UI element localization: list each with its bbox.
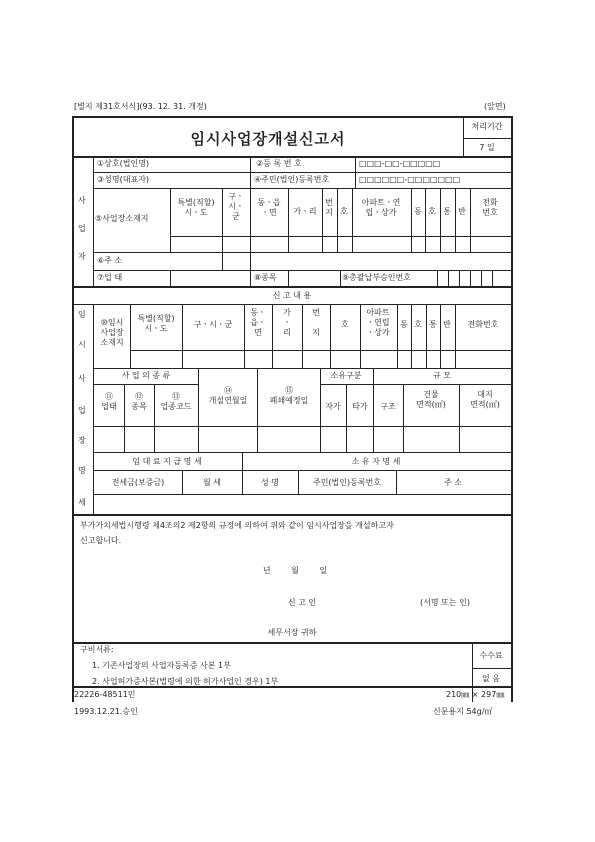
close-date-header: ⑮ 폐쇄예정일 [269, 386, 309, 405]
business-location-label: ⑤사업장소재지 [95, 214, 149, 223]
registration-number-label: ②등 록 번 호 [256, 159, 302, 168]
attachment-item-1: 1. 기존사업장의 사업자등록증 사본 1부 [92, 661, 231, 670]
owner-address-header: 주 소 [444, 478, 462, 487]
business-type-label: ⑦업 태 [97, 273, 123, 282]
apartment-header: 아파트ㆍ연 립ㆍ상가 [361, 198, 401, 217]
temp-location-label: ⑩임시 사업장 소재지 [100, 318, 124, 347]
bunji-header: 번 지 [325, 198, 333, 217]
apt-dong-header: 동 [414, 207, 422, 216]
land-area-header: 대지 면적(㎡) [470, 390, 500, 409]
fee-value: 없 음 [482, 674, 500, 683]
apt-tong-header: 통 [443, 207, 451, 216]
biz-code-header: ⑬ 업종코드 [160, 392, 192, 411]
report-bunji-header: 번 지 [312, 308, 320, 337]
report-apartment-header: 아파트 ㆍ연립 ㆍ상가 [366, 308, 390, 337]
apt-ban-header: 반 [458, 207, 466, 216]
paper-type: 신문용지 54g/㎡ [433, 707, 493, 716]
report-apt-tong-header: 통 [429, 320, 437, 329]
addressee: 세무서장 귀하 [267, 628, 317, 637]
paper-size: 210㎜ × 297㎜ [446, 690, 505, 699]
address-label: ⑥주 소 [97, 256, 123, 265]
phone-header: 전화 번호 [482, 198, 498, 217]
biz-item-header: ⑫ 종목 [131, 392, 147, 411]
rent-details-header: 임 대 료 지 급 명 세 [132, 457, 202, 466]
attachments-title: 구비서류: [80, 645, 114, 654]
report-apt-ho-header: 호 [414, 320, 422, 329]
approval-date: 1993.12.21.승인 [74, 707, 138, 716]
biz-type-header: ⑪ 업태 [101, 392, 117, 411]
applicant-side-char-2: 업 [78, 224, 86, 233]
signature-label: (서명 또는 인) [420, 598, 470, 607]
resident-number-boxes[interactable]: □□□□□□-□□□□□□□ [359, 175, 461, 184]
declaration-date: 년 월 일 [262, 566, 328, 575]
structure-header: 구조 [380, 402, 396, 411]
report-side-char-5: 장 [78, 436, 86, 445]
applicant-side-char-3: 자 [78, 252, 86, 261]
report-side-char-3: 사 [78, 374, 86, 383]
report-side-char-4: 업 [78, 406, 86, 415]
ri-header: 가ㆍ리 [293, 207, 317, 216]
apt-ho-header: 호 [428, 207, 436, 216]
owner-name-header: 성 명 [261, 478, 279, 487]
ho-header: 호 [340, 207, 348, 216]
dong-header: 동ㆍ읍 ㆍ면 [257, 198, 281, 217]
form-number: [별지 제31호서식](93. 12. 31. 개정) [74, 102, 207, 111]
ownership-header: 소유구분 [330, 371, 362, 380]
building-area-header: 건물 면적(㎡) [416, 390, 446, 409]
form-title: 임시사업장개설신고서 [190, 130, 346, 148]
report-phone-header: 전화번호 [467, 320, 499, 329]
report-section-title: 신 고 내 용 [272, 291, 312, 300]
resident-number-label: ④주민(법인)등록번호 [254, 175, 330, 184]
report-side-char-1: 임 [78, 310, 86, 319]
owner-details-header: 소 유 자 명 세 [351, 457, 401, 466]
scale-header: 규 모 [433, 371, 451, 380]
page-side-label: (앞면) [484, 102, 506, 111]
reporter-label: 신 고 인 [287, 598, 317, 607]
declaration-text: 부가가치세법시행령 제4조의2 제2항의 규정에 의하여 위와 같이 임시사업장을 개설하고자 신고합니다. [80, 521, 394, 546]
processing-period-label: 처리기간 [471, 122, 503, 131]
report-gu-header: 구ㆍ시ㆍ군 [193, 320, 233, 329]
processing-period-value: 7 일 [479, 143, 495, 152]
item-label: ⑧종목 [254, 273, 277, 282]
business-kind-header: 사 업 의 종 류 [121, 371, 171, 380]
report-ho-header: 호 [341, 320, 349, 329]
representative-name-label: ③성명(대표자) [97, 175, 150, 184]
monthly-rent-header: 월 세 [203, 478, 221, 487]
report-side-char-6: 명 [78, 466, 86, 475]
form-code: 22226-48511민 [74, 690, 136, 699]
approval-number-label: ⑨총괄납부승인번호 [342, 273, 411, 282]
report-dong-header: 동ㆍ 읍ㆍ 면 [250, 308, 266, 337]
registration-number-boxes[interactable]: □□□-□□-□□□□□ [359, 159, 441, 168]
attachment-item-2: 2. 사업허가증사본(법령에 의한 허가사업인 경우) 1부 [92, 677, 279, 686]
report-apt-dong-header: 동 [400, 320, 408, 329]
gu-header: 구ㆍ 시ㆍ 군 [228, 192, 244, 221]
deposit-header: 전세금(보증금) [111, 478, 165, 487]
report-apt-ban-header: 반 [443, 320, 451, 329]
report-province-header: 특별(직할) 시ㆍ도 [137, 314, 175, 333]
fee-label: 수수료 [479, 651, 503, 660]
trade-name-label: ①상호(법인명) [97, 159, 150, 168]
open-date-header: ⑭ 개설연월일 [208, 386, 248, 405]
applicant-side-char-1: 사 [78, 196, 86, 205]
province-header: 특별(직할) 시ㆍ도 [177, 198, 215, 217]
own-other-header: 타가 [352, 402, 368, 411]
owner-id-header: 주민(법인)등록번호 [312, 478, 382, 487]
report-ri-header: 가 ㆍ 리 [283, 308, 291, 337]
own-self-header: 자가 [325, 402, 341, 411]
report-side-char-2: 시 [78, 340, 86, 349]
report-side-char-7: 세 [78, 498, 86, 507]
